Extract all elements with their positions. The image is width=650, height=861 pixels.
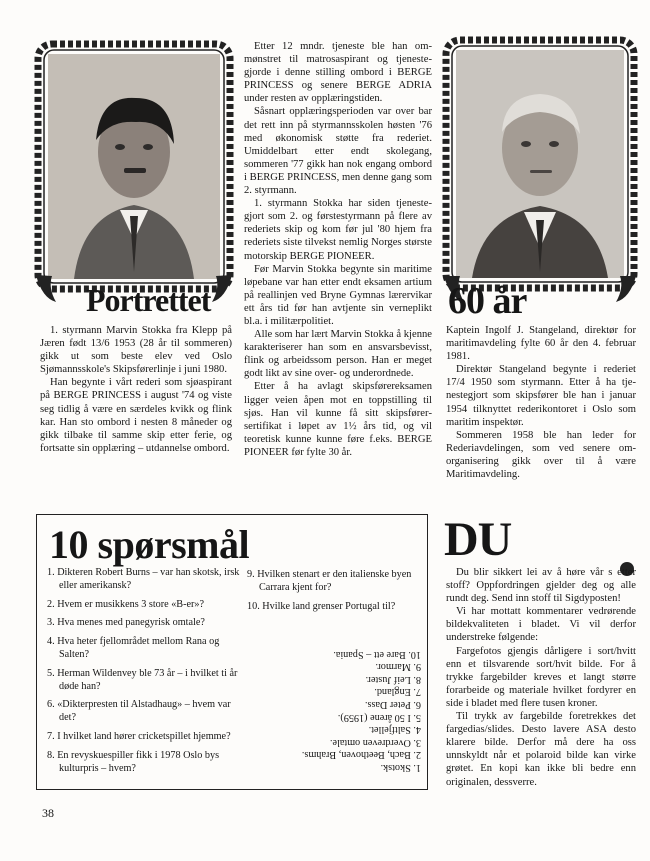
paragraph: Til trykk av fargebilde foretrekkes det fargedias/slides. Desto lavere ASA desto klarere bilde. Derfor må dere ha oss unnskyldt når et polaroid bilde kan virke grøtet. En kopi kan ikke bli bedre enn originalen, dessverre. (446, 711, 636, 788)
quiz-question: 5. Herman Wildenvey ble 73 år – i hvilket ti år døde han? (47, 667, 238, 692)
middle-column-text (244, 40, 432, 459)
quiz-question: 10. Hvilke land grenser Portugal til? (247, 600, 396, 612)
paragraph: Vi har mottatt kommentarer vedrørende bildekvaliteten i bladet. Vi vil derfor understreke følgende: (446, 606, 636, 644)
portrait-frame-right (442, 36, 638, 304)
quiz-question: 2. Hvem er musikkens 3 store «B-er»? (47, 598, 205, 610)
quiz-answer: 9. Marmor. (375, 661, 421, 673)
quiz-question: 9. Hvilken stenart er den italienske byen Carrara kjent for? (247, 569, 412, 593)
du-column-text (446, 566, 636, 789)
quiz-title: 10 spørsmål (49, 522, 250, 567)
right-column-text (446, 324, 636, 481)
quiz-answer: 10. Bare ett – Spania. (333, 648, 421, 660)
quiz-question: 3. Hva menes med panegyrisk omtale? (47, 617, 205, 629)
quiz-questions-left (47, 567, 243, 781)
quiz-question: 7. I hvilket land hører cricketspillet hjemme? (47, 730, 231, 742)
portrait-frame-left (34, 40, 234, 305)
quiz-answer: 1. Skotsk. (380, 761, 421, 773)
page-number: 38 (42, 806, 54, 820)
paragraph: Såsnart opplæringsperioden var over bar det rett inn på styrmannsskolen høsten '76 med økonomisk støtte fra rederiet. Umiddelbart etter endt skolegang, sommeren '77 gikk han nok engang ombord i BERGE PRINCESS, men denne gang som 2. styrmann. (244, 106, 432, 197)
du-heading: DU (444, 513, 512, 566)
anniversary-heading: 60 år (448, 280, 527, 322)
paragraph: Fargefotos gjengis dårligere i sort/hvitt enn et tilsvarende sort/hvit bilde. For å trykke fargebilder kreves et langt større forarbeide og materiale hvilket fordyrer en side i bladet med flere tusen kroner. (446, 645, 636, 709)
paragraph: Sommeren 1958 ble han leder for Rederiavdelingen, som ved senere omorganisering gikk over til å være Maritimavdeling. (446, 429, 636, 481)
portrait-photo-young-man (48, 54, 220, 279)
paragraph: Alle som har lært Marvin Stokka å kjenne karakteriserer han som en ansvarsbevisst, flink og arbeidssom person. Han er meget godt likt av sine over- og underordnede. (244, 329, 432, 380)
quiz-answer: 6. Peter Dass. (364, 698, 421, 710)
quiz-questions-right (247, 569, 422, 619)
quiz-answer: 5. I 50 årene (1959). (337, 711, 421, 723)
paragraph: Han begynte i vårt rederi som sjøaspirant på BERGE PRINCESS i august '74 og viste seg tidlig å være en særdeles kvikk og flink kar. Han sto ombord i nesten 8 måneder og gikk tilbake til samme skip etter ferie, og fortsatte sin opplæring – utdannelse ombord. (40, 377, 232, 454)
paragraph: Du blir sikkert lei av å høre vår s etter stoff? Oppfordringen gjelder deg og alle rundt deg. Send inn stoff til Sigdyposten! (446, 567, 636, 605)
quiz-answer: 4. Saltfjellet. (368, 724, 421, 736)
quiz-answer: 2. Bach, Beethoven, Brahms. (301, 749, 421, 761)
paragraph: 1. styrmann Stokka har siden tjenestegjort som 2. og førstestyrmann på flere av rederiets skip og kom før jul '80 hjem fra rederiets siste tilvekst nemlig Norges største motorskip BERGE PIONEER. (244, 198, 432, 262)
quiz-question: 8. En revyskuespiller fikk i 1978 Oslo bys kulturpris – hvem? (47, 749, 220, 774)
paragraph: Før Marvin Stokka begynte sin maritime løpebane var han etter endt eksamen artium på reallinjen ved Bryne Gymnas lærervikar ett års tid før han avtjente sin verneplikt bl.a. i militærpolitiet. (244, 263, 432, 327)
paragraph: Kaptein Ingolf J. Stangeland, direktør for maritimavdeling fylte 60 år den 4. februar 1981. (446, 325, 636, 363)
portrait-photo-older-man (456, 50, 624, 278)
quiz-question: 6. «Dikterpresten til Alstadhaug» – hvem var det? (47, 699, 231, 724)
quiz-answer: 8. Leif Juster. (365, 673, 421, 685)
paragraph: Etter å ha avlagt skipsførereksamen ligger veien åpen mot en toppstilling til sjøs. Han vil kunne få sitt skipsførersertifikat i løpet av 1½ års tid, og vil teoretisk kunne kunne føre f.eks. BERGE PIONEER før fylte 30 år. (244, 381, 432, 458)
quiz-question: 1. Dikteren Robert Burns – var han skotsk, irsk eller amerikansk? (47, 567, 240, 591)
quiz-answer: 7. England. (374, 686, 421, 698)
quiz-box (36, 514, 428, 790)
portrait-heading: Portrettet (86, 282, 211, 318)
paragraph: Etter 12 mndr. tjeneste ble han ommønstret til matrosaspirant og tjenestegjorde i denne stilling ombord i BERGE PRINCESS og senere BERGE ADRIA under resten av opplæringstiden. (244, 41, 432, 105)
quiz-answer: 3. Overdreven omtale. (329, 736, 421, 748)
left-column-text (40, 324, 232, 455)
paragraph: 1. styrmann Marvin Stokka fra Klepp på Jæren født 13/6 1953 (28 år til sommeren) gikk ut som beste elev ved Oslo Sjømannsskole's Skipsførerlinje i juni 1980. (40, 325, 232, 376)
quiz-question: 4. Hva heter fjellområdet mellom Rana og Salten? (47, 636, 220, 660)
paragraph: Direktør Stangeland begynte i rederiet 17/4 1950 som styrmann. Etter å ha tjenestegjort som skipsfører ble han i januar 1954 tilknyttet rederikontoret i Oslo som maritim inspektør. (446, 364, 636, 428)
quiz-answers-upside-down (251, 647, 421, 773)
